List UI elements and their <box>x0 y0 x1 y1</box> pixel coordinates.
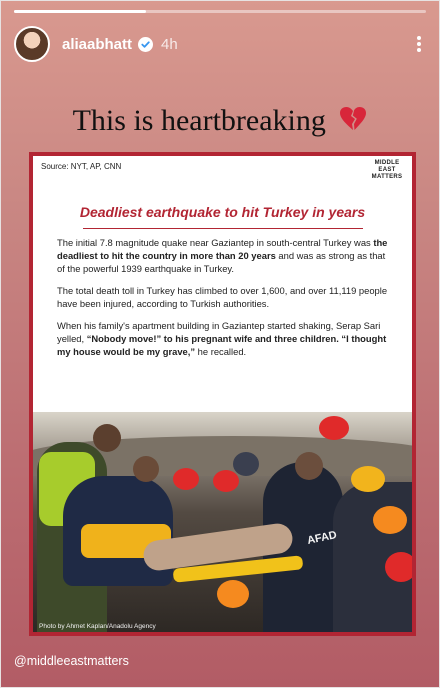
source-label: Source: NYT, AP, CNN <box>41 162 122 171</box>
story-caption <box>0 104 440 140</box>
caption-text: This is heartbreaking <box>72 104 326 137</box>
paragraph-3: When his family's apartment building in Gaziantep started shaking, Serap Sari yelled, “Nobody move!” to his pregnant wife and three children. “I thought my house would be my grave,” he recalled. <box>57 320 387 357</box>
avatar[interactable] <box>14 26 50 62</box>
broken-heart-icon <box>339 106 367 140</box>
story-progress-fill <box>14 10 146 13</box>
paragraph-1: The initial 7.8 magnitude quake near Gaziantep in south-central Turkey was the deadliest to hit the country in more than 20 years and was as strong as that of the powerful 1939 earthquake in Turkey. <box>57 237 388 274</box>
afad-vest-label: AFAD <box>306 529 338 547</box>
news-card[interactable] <box>29 152 416 636</box>
post-time: 4h <box>161 35 178 53</box>
photo-credit: Photo by Ahmet Kaplan/Anadolu Agency <box>39 623 156 630</box>
paragraph-2: The total death toll in Turkey has climbed to over 1,600, and over 11,119 people have been injured, according to Turkish authorities. <box>57 285 388 309</box>
verified-badge-icon <box>138 37 153 52</box>
username[interactable]: aliaabhatt <box>62 35 133 53</box>
headline-divider <box>83 228 363 229</box>
rescue-photo <box>33 412 412 636</box>
publisher-logo: MIDDLE EAST MATTERS <box>371 160 403 180</box>
card-headline: Deadliest earthquake to hit Turkey in years <box>79 204 366 220</box>
more-vertical-icon[interactable] <box>412 32 426 56</box>
mention-link[interactable]: @middleeastmatters <box>14 654 129 668</box>
story-progress-bar <box>14 10 426 13</box>
story-header <box>14 24 426 64</box>
article-body <box>57 236 393 367</box>
